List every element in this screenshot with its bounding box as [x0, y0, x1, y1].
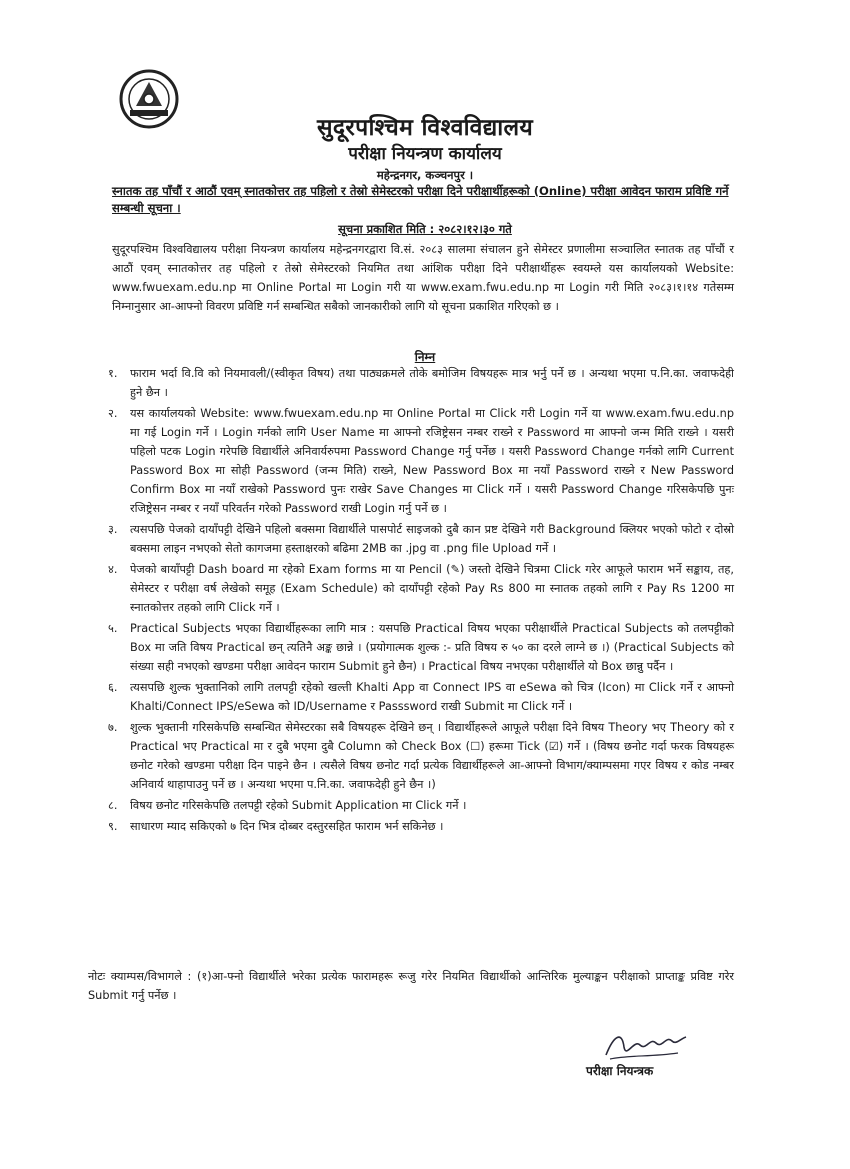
rule-text: त्यसपछि पेजको दायाँपट्टी देखिने पहिलो बक्समा विद्यार्थीले पासपोर्ट साइजको दुबै कान प्रष्ट देखिने गरी Background क्लियर भएको फोटो र दोस्रो बक्समा लाइन नभएको सेतो कागजमा हस्ताक्षरको बढिमा 2MB का .jpg वा .png file Upload गर्ने । [130, 523, 734, 555]
notice-subject: स्नातक तह पाँचौं र आठौं एवम् स्नातकोत्तर तह पहिलो र तेस्रो सेमेस्टरको परीक्षा दिने परीक्षार्थीहरूको (Online) परीक्षा आवेदन फाराम प्रविष्टि गर्ने सम्बन्धी सूचना । [112, 184, 729, 215]
rule-item [108, 678, 734, 716]
office-address: महेन्द्रनगर, कञ्चनपुर । [376, 168, 474, 182]
rule-text: विषय छनोट गरिसकेपछि तलपट्टी रहेको Submit Application मा Click गर्ने । [130, 799, 467, 812]
rule-number: ३. [108, 523, 118, 536]
rule-text: यस कार्यालयको Website: www.fwuexam.edu.np मा Online Portal मा Click गरी Login गर्ने या www.exam.fwu.edu.np मा गई Login गर्ने । Login गर्नको लागि User Name मा आफ्नो रजिष्ट्रेसन नम्बर राख्ने र Password मा आफ्नो जन्म मिति राख्ने । यसरी पहिलो पटक Login गरेपछि विद्यार्थीले अनिवार्यरुपमा Password Change गर्नु पर्नेछ । यसरी Password Change गर्नको लागि Current Password Box मा सोही Password (जन्म मिति) राख्ने, New Password Box मा नयाँ Password राख्ने र New Password Confirm Box मा नयाँ राखेको Password पुनः राखेर Save Changes मा Click गर्ने । यसरी Password Change गरिसकेपछि पुनः रजिष्ट्रेसन नम्बर र नयाँ परिवर्तन गरेको Password राखी Login गर्नु पर्ने छ । [130, 407, 734, 515]
rule-text: साधारण म्याद सकिएको ७ दिन भित्र दोब्बर दस्तुरसहित फाराम भर्न सकिनेछ । [130, 820, 444, 833]
handwritten-signature [600, 1025, 690, 1065]
rule-item [108, 560, 734, 617]
rule-item [108, 364, 734, 402]
rules-list [108, 364, 734, 838]
rule-number: ७. [108, 721, 118, 734]
rule-number: ५. [108, 622, 118, 635]
rule-number: २. [108, 407, 118, 420]
rule-number: ९. [108, 820, 118, 833]
rule-item [108, 718, 734, 794]
rule-text: त्यसपछि शुल्क भुक्तानिको लागि तलपट्टी रहेको खल्ती Khalti App वा Connect IPS वा eSewa को चित्र (Icon) मा Click गर्ने र आफ्नो Khalti/Connect IPS/eSewa को ID/Username र Passsword राखी Submit मा Click गर्ने । [130, 681, 734, 713]
rule-item [108, 796, 734, 815]
signer-title: परीक्षा नियन्त्रक [586, 1064, 654, 1078]
rule-item [108, 817, 734, 836]
rules-heading: निम्न [414, 350, 436, 364]
rule-text: Practical Subjects भएका विद्यार्थीहरूका लागि मात्र : यसपछि Practical विषय भएका परीक्षार्थीले Practical Subjects को तलपट्टीको Box मा जति विषय Practical छन् त्यतिनै अङ्क छान्ने । (प्रयोगात्मक शुल्क :- प्रति विषय रु ५० का दरले लाग्ने छ ।) (Practical Subjects को संख्या सही नभएको खण्डमा परीक्षा आवेदन फाराम Submit हुने छैन) । Practical विषय नभएका परीक्षार्थीले यो Box छान्नु पर्दैन । [130, 622, 734, 673]
rule-item [108, 520, 734, 558]
office-name: परीक्षा नियन्त्रण कार्यालय [348, 144, 502, 164]
university-name: सुदूरपश्चिम विश्वविद्यालय [317, 114, 533, 141]
rule-number: ८. [108, 799, 118, 812]
campus-note: नोटः क्याम्पस/विभागले : (१)आ-फ्नो विद्यार्थीले भरेका प्रत्येक फारामहरू रूजु गरेर नियमित विद्यार्थीको आन्तिरिक मुल्याङ्कन परीक्षाको प्राप्ताङ्क प्रविष्ट गरेर Submit गर्नु पर्नेछ । [88, 970, 734, 1002]
rule-text: फाराम भर्दा वि.वि को नियमावली/(स्वीकृत विषय) तथा पाठ्यक्रमले तोके बमोजिम विषयहरू मात्र भर्नु पर्ने छ । अन्यथा भएमा प.नि.का. जवाफदेही हुने छैन । [130, 367, 734, 399]
rule-text: पेजको बायाँपट्टी Dash board मा रहेको Exam forms मा या Pencil (✎) जस्तो देखिने चित्रमा Click गरेर आफूले फाराम भर्ने सङ्काय, तह, सेमेस्टर र परीक्षा वर्ष लेखेको समूह (Exam Schedule) को दायाँपट्टी रहेको Pay Rs 800 मा स्नातक तहको लागि र Pay Rs 1200 मा स्नातकोत्तर तहको लागि Click गर्ने । [130, 563, 734, 614]
intro-paragraph: सुदूरपश्चिम विश्वविद्यालय परीक्षा नियन्त्रण कार्यालय महेन्द्रनगरद्वारा वि.सं. २०८३ सालमा संचालन हुने सेमेस्टर प्रणालीमा सञ्चालित स्नातक तह पाँचौं र आठौं एवम् स्नातकोत्तर तह पहिलो र तेस्रो सेमेस्टरको नियमित तथा आंशिक परीक्षा दिने परीक्षार्थीहरू स्वयम्ले यस कार्यालयको Website: www.fwuexam.edu.np मा Online Portal मा Login गरी या www.exam.fwu.edu.np मा Login गरी मिति २०८३।१।१४ गतेसम्म निम्नानुसार आ-आफ्नो विवरण प्रविष्टि गर्न सम्बन्धित सबैको जानकारीको लागि यो सूचना प्रकाशित गरिएको छ । [112, 243, 734, 313]
rule-number: ६. [108, 681, 118, 694]
publication-date: सूचना प्रकाशित मिति : २०८२।१२।३० गते [338, 222, 512, 236]
rule-item [108, 404, 734, 518]
rule-number: ४. [108, 563, 118, 576]
rule-item [108, 619, 734, 676]
rule-number: १. [108, 367, 118, 380]
rule-text: शुल्क भुक्तानी गरिसकेपछि सम्बन्धित सेमेस्टरका सबै विषयहरू देखिने छन् । विद्यार्थीहरूले आफूले परीक्षा दिने विषय Theory भए Theory को र Practical भए Practical मा र दुबै भएमा दुबै Column को Check Box (☐) हरूमा Tick (☑) गर्ने । (विषय छनोट गर्दा फरक विषयहरू छनोट गरेको खण्डमा परीक्षा दिन पाइने छैन । त्यसैले विषय छनोट गर्दा प्रत्येक विद्यार्थीहरूले आ-आफ्नो विभाग/क्याम्पसमा गएर विषय र कोड नम्बर अनिवार्य थाहापाउनु पर्ने छ । अन्यथा भएमा प.नि.का. जवाफदेही हुने छैन ।) [130, 721, 734, 791]
